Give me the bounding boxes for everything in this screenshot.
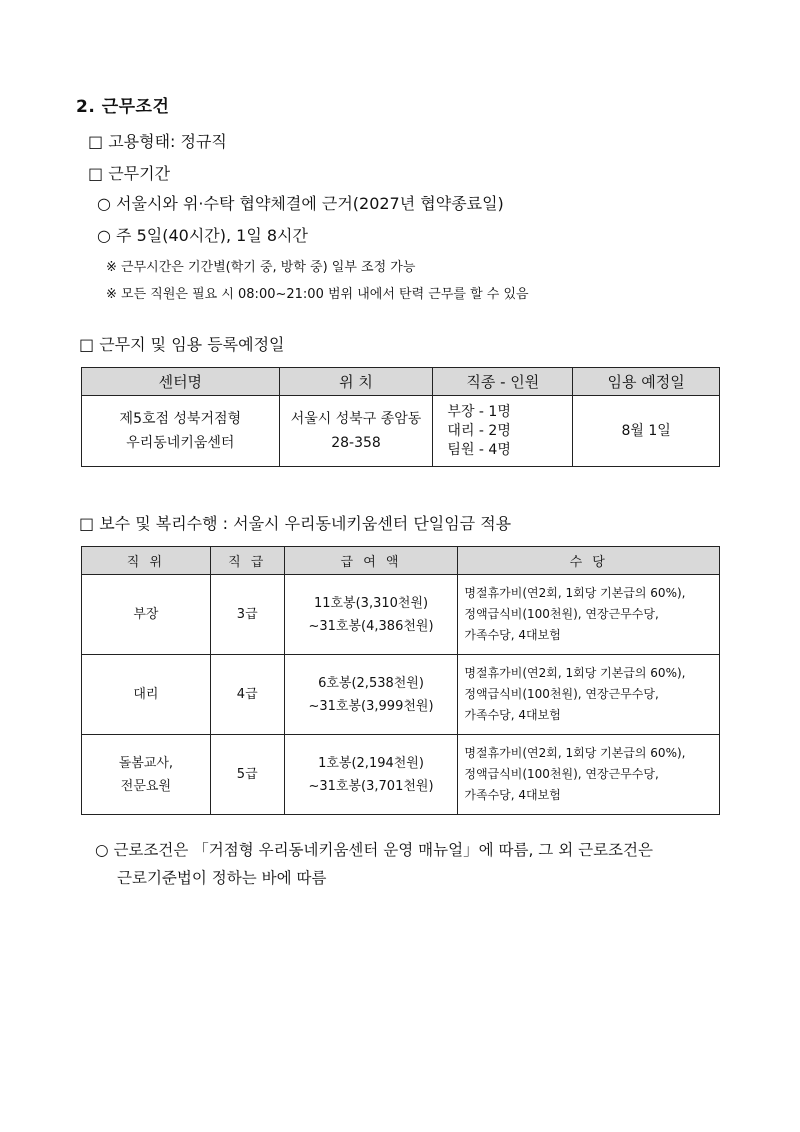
salary-cell xyxy=(284,575,458,655)
salary-cell xyxy=(284,735,458,815)
position-line: 부장 xyxy=(133,607,159,622)
position-line: 전문요원 xyxy=(120,778,171,794)
position-cell xyxy=(82,655,211,735)
header-cell: 센터명 xyxy=(82,368,280,396)
position-line: 돌봄교사, xyxy=(118,755,174,771)
location-line: 서울시 성북구 종암동 xyxy=(290,411,422,427)
salary-line: ~31호봉(3,701천원) xyxy=(308,778,434,794)
section-title: 2. 근무조건 xyxy=(76,97,170,117)
pay-header: □ 보수 및 복리수행 : 서울시 우리동네키움센터 단일임금 적용 xyxy=(79,514,512,533)
allowance-line: 정액급식비(100천원), 연장근무수당, xyxy=(464,687,659,701)
position-cell xyxy=(82,575,211,655)
allowance-line: 명절휴가비(연2회, 1회당 기본급의 60%), xyxy=(464,746,686,760)
allowance-line: 명절휴가비(연2회, 1회당 기본급의 60%), xyxy=(464,586,686,600)
allowance-line: 정액급식비(100천원), 연장근무수당, xyxy=(464,607,659,621)
grade-cell: 3급 xyxy=(210,575,284,655)
location-line: 28-358 xyxy=(331,435,381,451)
header-cell: 직 급 xyxy=(210,547,284,575)
center-name-line: 우리동네키움센터 xyxy=(126,435,235,451)
header-cell: 임용 예정일 xyxy=(573,368,720,396)
header-cell: 직종 - 인원 xyxy=(433,368,573,396)
grade-cell: 5급 xyxy=(210,735,284,815)
salary-line: ~31호봉(3,999천원) xyxy=(308,698,434,714)
staff-line: 부장 - 1명 xyxy=(447,403,511,420)
location-cell xyxy=(279,396,433,467)
position-line: 대리 xyxy=(133,687,159,702)
header-cell: 직 위 xyxy=(82,547,211,575)
salary-line: 6호봉(2,538천원) xyxy=(318,675,424,691)
table-row xyxy=(82,396,720,467)
table-row xyxy=(82,655,720,735)
header-cell: 급 여 액 xyxy=(284,547,458,575)
note: ※ 근무시간은 기간별(학기 중, 방학 중) 일부 조정 가능 xyxy=(106,260,416,275)
appointment-date-cell: 8월 1일 xyxy=(573,396,720,467)
center-name-cell xyxy=(82,396,280,467)
allowance-cell xyxy=(458,735,720,815)
work-period-item: ○ 서울시와 위·수탁 협약체결에 근거(2027년 협약종료일) xyxy=(97,194,504,213)
table-row xyxy=(82,735,720,815)
header-cell: 수 당 xyxy=(458,547,720,575)
position-cell xyxy=(82,735,211,815)
allowance-line: 정액급식비(100천원), 연장근무수당, xyxy=(464,767,659,781)
allowance-cell xyxy=(458,575,720,655)
footer-line: 근로기준법이 정하는 바에 따름 xyxy=(117,869,327,887)
footer-line: ○ 근로조건은 「거점형 우리동네키움센터 운영 매뉴얼」에 따름, 그 외 근로조건은 xyxy=(95,841,653,859)
table-row xyxy=(82,575,720,655)
center-name-line: 제5호점 성북거점형 xyxy=(119,411,242,427)
grade-cell: 4급 xyxy=(210,655,284,735)
allowance-cell xyxy=(458,655,720,735)
salary-line: 11호봉(3,310천원) xyxy=(313,595,429,611)
work-period-header: □ 근무기간 xyxy=(88,164,171,183)
staff-cell xyxy=(433,396,573,467)
allowance-line: 가족수당, 4대보험 xyxy=(464,628,561,642)
workplace-table xyxy=(81,367,720,467)
salary-line: 1호봉(2,194천원) xyxy=(318,755,424,771)
salary-cell xyxy=(284,655,458,735)
salary-line: ~31호봉(4,386천원) xyxy=(308,618,434,634)
note: ※ 모든 직원은 필요 시 08:00~21:00 범위 내에서 탄력 근무를 할 수 있음 xyxy=(106,287,529,302)
allowance-line: 가족수당, 4대보험 xyxy=(464,788,561,802)
employment-type: □ 고용형태: 정규직 xyxy=(88,132,227,151)
workplace-header: □ 근무지 및 임용 등록예정일 xyxy=(79,335,285,354)
allowance-line: 가족수당, 4대보험 xyxy=(464,708,561,722)
work-period-item: ○ 주 5일(40시간), 1일 8시간 xyxy=(97,226,308,245)
allowance-line: 명절휴가비(연2회, 1회당 기본급의 60%), xyxy=(464,666,686,680)
pay-table xyxy=(81,546,720,815)
table-header-row xyxy=(82,547,720,575)
staff-line: 대리 - 2명 xyxy=(447,422,511,439)
staff-line: 팀원 - 4명 xyxy=(447,441,511,458)
table-header-row xyxy=(82,368,720,396)
header-cell: 위 치 xyxy=(279,368,433,396)
